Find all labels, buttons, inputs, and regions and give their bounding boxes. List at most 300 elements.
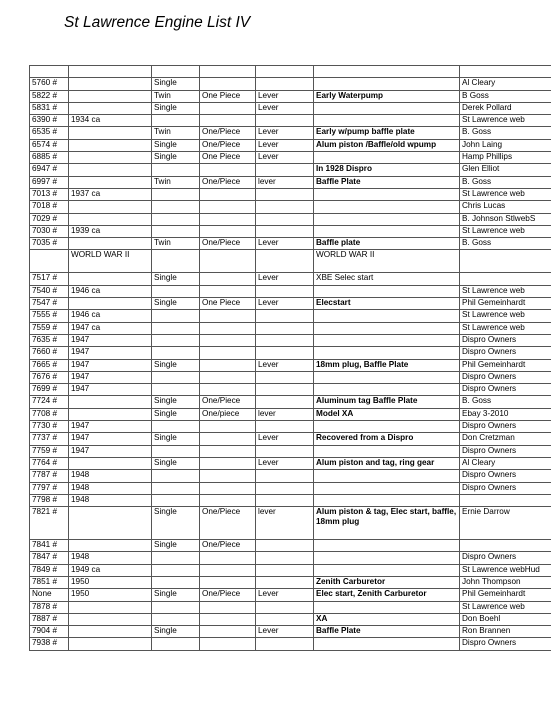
construction-cell (200, 564, 256, 576)
notes-cell (314, 552, 460, 564)
table-row (30, 139, 551, 151)
cylinder-cell (152, 347, 200, 359)
control-cell (256, 613, 314, 625)
year-cell: 1934 ca (69, 115, 152, 127)
control-cell: lever (256, 408, 314, 420)
control-cell (256, 552, 314, 564)
cylinder-cell (152, 371, 200, 383)
serial-cell: 7018 # (30, 201, 69, 213)
serial-cell: 7887 # (30, 613, 69, 625)
notes-cell: 18mm plug, Baffle Plate (314, 359, 460, 371)
notes-cell (314, 66, 460, 78)
table-row (30, 127, 551, 139)
control-cell: Lever (256, 433, 314, 445)
control-cell (256, 310, 314, 322)
control-cell: lever (256, 507, 314, 540)
serial-cell: 7665 # (30, 359, 69, 371)
notes-cell (314, 384, 460, 396)
control-cell (256, 322, 314, 334)
construction-cell: One/Piece (200, 396, 256, 408)
cylinder-cell: Single (152, 457, 200, 469)
notes-cell (314, 310, 460, 322)
cylinder-cell (152, 115, 200, 127)
table-row (30, 66, 551, 78)
year-cell (69, 396, 152, 408)
construction-cell (200, 115, 256, 127)
serial-cell: 6997 # (30, 176, 69, 188)
notes-cell (314, 225, 460, 237)
construction-cell: One/Piece (200, 176, 256, 188)
year-cell: 1946 ca (69, 310, 152, 322)
control-cell (256, 576, 314, 588)
owner-cell: Ron Brannen (460, 626, 551, 638)
notes-cell (314, 347, 460, 359)
control-cell (256, 285, 314, 297)
table-row (30, 613, 551, 625)
year-cell (69, 201, 152, 213)
notes-cell (314, 601, 460, 613)
page-title: St Lawrence Engine List IV (64, 14, 251, 31)
control-cell (256, 445, 314, 457)
table-row (30, 601, 551, 613)
serial-cell: 7660 # (30, 347, 69, 359)
owner-cell (460, 273, 551, 285)
serial-cell: 7851 # (30, 576, 69, 588)
serial-cell: 7540 # (30, 285, 69, 297)
table-row (30, 507, 551, 540)
cylinder-cell: Single (152, 626, 200, 638)
table-row (30, 396, 551, 408)
notes-cell (314, 638, 460, 650)
cylinder-cell: Single (152, 298, 200, 310)
construction-cell (200, 457, 256, 469)
year-cell (69, 507, 152, 540)
construction-cell: One/piece (200, 408, 256, 420)
cylinder-cell (152, 494, 200, 506)
cylinder-cell (152, 384, 200, 396)
control-cell: Lever (256, 626, 314, 638)
serial-cell (30, 66, 69, 78)
control-cell (256, 347, 314, 359)
table-row (30, 225, 551, 237)
table-row (30, 470, 551, 482)
serial-cell (30, 250, 69, 273)
year-cell: 1937 ca (69, 188, 152, 200)
control-cell (256, 540, 314, 552)
cylinder-cell (152, 285, 200, 297)
owner-cell: Dispro Owners (460, 482, 551, 494)
control-cell (256, 225, 314, 237)
construction-cell (200, 347, 256, 359)
construction-cell (200, 494, 256, 506)
year-cell (69, 152, 152, 164)
notes-cell (314, 470, 460, 482)
control-cell: Lever (256, 359, 314, 371)
owner-cell: Phil Gemeinhardt (460, 359, 551, 371)
year-cell: 1950 (69, 576, 152, 588)
serial-cell: 6535 # (30, 127, 69, 139)
cylinder-cell (152, 213, 200, 225)
notes-cell: WORLD WAR II (314, 250, 460, 273)
control-cell (256, 371, 314, 383)
notes-cell: Early w/pump baffle plate (314, 127, 460, 139)
notes-cell (314, 421, 460, 433)
control-cell (256, 564, 314, 576)
serial-cell: 5822 # (30, 90, 69, 102)
control-cell (256, 601, 314, 613)
notes-cell: Baffle Plate (314, 626, 460, 638)
year-cell: 1939 ca (69, 225, 152, 237)
cylinder-cell: Single (152, 396, 200, 408)
construction-cell (200, 576, 256, 588)
cylinder-cell (152, 322, 200, 334)
year-cell: 1948 (69, 494, 152, 506)
construction-cell: One/Piece (200, 507, 256, 540)
year-cell (69, 66, 152, 78)
cylinder-cell: Single (152, 589, 200, 601)
serial-cell: 7938 # (30, 638, 69, 650)
table-row (30, 359, 551, 371)
cylinder-cell (152, 66, 200, 78)
cylinder-cell (152, 250, 200, 273)
serial-cell: 7764 # (30, 457, 69, 469)
table-row (30, 115, 551, 127)
construction-cell (200, 601, 256, 613)
control-cell (256, 188, 314, 200)
cylinder-cell (152, 576, 200, 588)
notes-cell (314, 540, 460, 552)
control-cell (256, 638, 314, 650)
cylinder-cell (152, 470, 200, 482)
notes-cell: Recovered from a Dispro (314, 433, 460, 445)
construction-cell (200, 613, 256, 625)
cylinder-cell (152, 225, 200, 237)
table-row (30, 152, 551, 164)
table-row (30, 201, 551, 213)
year-cell (69, 298, 152, 310)
control-cell (256, 250, 314, 273)
owner-cell: St Lawrence web (460, 601, 551, 613)
notes-cell (314, 115, 460, 127)
table-row (30, 564, 551, 576)
year-cell (69, 601, 152, 613)
table-row (30, 298, 551, 310)
construction-cell: One/Piece (200, 127, 256, 139)
notes-cell (314, 188, 460, 200)
control-cell: Lever (256, 90, 314, 102)
table-row (30, 494, 551, 506)
table-row (30, 250, 551, 273)
notes-cell: Baffle Plate (314, 176, 460, 188)
owner-cell: Dispro Owners (460, 384, 551, 396)
owner-cell: John Thompson (460, 576, 551, 588)
table-row (30, 421, 551, 433)
serial-cell: 7737 # (30, 433, 69, 445)
control-cell (256, 115, 314, 127)
construction-cell (200, 384, 256, 396)
owner-cell: Dispro Owners (460, 470, 551, 482)
table-row (30, 638, 551, 650)
year-cell (69, 626, 152, 638)
construction-cell (200, 213, 256, 225)
cylinder-cell (152, 613, 200, 625)
serial-cell: 7904 # (30, 626, 69, 638)
table-row (30, 347, 551, 359)
cylinder-cell (152, 552, 200, 564)
construction-cell (200, 433, 256, 445)
notes-cell (314, 78, 460, 90)
notes-cell (314, 152, 460, 164)
table-row (30, 445, 551, 457)
serial-cell: 7878 # (30, 601, 69, 613)
cylinder-cell: Twin (152, 90, 200, 102)
owner-cell: Chris Lucas (460, 201, 551, 213)
construction-cell (200, 334, 256, 346)
owner-cell: St Lawrence web (460, 188, 551, 200)
engine-list-table (29, 65, 551, 651)
owner-cell (460, 66, 551, 78)
cylinder-cell (152, 601, 200, 613)
table-row (30, 176, 551, 188)
construction-cell: One/Piece (200, 540, 256, 552)
year-cell (69, 540, 152, 552)
serial-cell: 6947 # (30, 164, 69, 176)
owner-cell (460, 250, 551, 273)
engine-list-body (30, 66, 551, 651)
cylinder-cell: Single (152, 273, 200, 285)
owner-cell (460, 494, 551, 506)
cylinder-cell (152, 638, 200, 650)
owner-cell: Glen Elliot (460, 164, 551, 176)
owner-cell: B Goss (460, 90, 551, 102)
control-cell (256, 213, 314, 225)
control-cell (256, 494, 314, 506)
year-cell: 1947 (69, 334, 152, 346)
table-row (30, 433, 551, 445)
control-cell (256, 78, 314, 90)
notes-cell (314, 285, 460, 297)
table-row (30, 273, 551, 285)
construction-cell (200, 470, 256, 482)
owner-cell: Dispro Owners (460, 638, 551, 650)
cylinder-cell (152, 482, 200, 494)
year-cell (69, 408, 152, 420)
serial-cell: 7847 # (30, 552, 69, 564)
notes-cell: Alum piston and tag, ring gear (314, 457, 460, 469)
owner-cell: Don Boehl (460, 613, 551, 625)
table-row (30, 102, 551, 114)
construction-cell (200, 445, 256, 457)
construction-cell: One/Piece (200, 589, 256, 601)
control-cell: lever (256, 176, 314, 188)
control-cell: Lever (256, 127, 314, 139)
year-cell: 1947 (69, 433, 152, 445)
serial-cell: 6885 # (30, 152, 69, 164)
serial-cell: 7635 # (30, 334, 69, 346)
construction-cell (200, 225, 256, 237)
serial-cell: 7797 # (30, 482, 69, 494)
construction-cell (200, 322, 256, 334)
notes-cell: Aluminum tag Baffle Plate (314, 396, 460, 408)
cylinder-cell (152, 164, 200, 176)
owner-cell: Dispro Owners (460, 334, 551, 346)
year-cell: 1947 ca (69, 322, 152, 334)
table-row (30, 322, 551, 334)
year-cell: 1947 (69, 384, 152, 396)
control-cell (256, 482, 314, 494)
serial-cell: 7676 # (30, 371, 69, 383)
serial-cell: 7841 # (30, 540, 69, 552)
serial-cell: 7030 # (30, 225, 69, 237)
cylinder-cell: Single (152, 408, 200, 420)
construction-cell (200, 285, 256, 297)
construction-cell: One/Piece (200, 238, 256, 250)
owner-cell: Ernie Darrow (460, 507, 551, 540)
owner-cell: B. Goss (460, 127, 551, 139)
table-row (30, 589, 551, 601)
owner-cell: Al Cleary (460, 457, 551, 469)
construction-cell (200, 188, 256, 200)
owner-cell: St Lawrence web (460, 285, 551, 297)
owner-cell: B. Johnson StlwebS (460, 213, 551, 225)
owner-cell: St Lawrence webHud (460, 564, 551, 576)
year-cell (69, 613, 152, 625)
owner-cell: Al Cleary (460, 78, 551, 90)
owner-cell: St Lawrence web (460, 225, 551, 237)
cylinder-cell (152, 310, 200, 322)
year-cell: 1947 (69, 445, 152, 457)
owner-cell: Don Cretzman (460, 433, 551, 445)
cylinder-cell: Single (152, 152, 200, 164)
control-cell: Lever (256, 238, 314, 250)
construction-cell: One/Piece (200, 139, 256, 151)
year-cell (69, 238, 152, 250)
table-row (30, 310, 551, 322)
serial-cell: None (30, 589, 69, 601)
construction-cell: One Piece (200, 152, 256, 164)
year-cell (69, 638, 152, 650)
cylinder-cell: Single (152, 540, 200, 552)
serial-cell: 7708 # (30, 408, 69, 420)
notes-cell (314, 482, 460, 494)
serial-cell: 5831 # (30, 102, 69, 114)
notes-cell: XA (314, 613, 460, 625)
notes-cell (314, 564, 460, 576)
control-cell: Lever (256, 298, 314, 310)
year-cell: WORLD WAR II (69, 250, 152, 273)
owner-cell: St Lawrence web (460, 310, 551, 322)
cylinder-cell (152, 188, 200, 200)
construction-cell (200, 201, 256, 213)
serial-cell: 7724 # (30, 396, 69, 408)
cylinder-cell: Single (152, 78, 200, 90)
notes-cell: Model XA (314, 408, 460, 420)
notes-cell: Zenith Carburetor (314, 576, 460, 588)
construction-cell (200, 273, 256, 285)
serial-cell: 6390 # (30, 115, 69, 127)
control-cell: Lever (256, 273, 314, 285)
year-cell (69, 457, 152, 469)
year-cell: 1948 (69, 470, 152, 482)
table-row (30, 626, 551, 638)
serial-cell: 7730 # (30, 421, 69, 433)
year-cell: 1947 (69, 359, 152, 371)
control-cell (256, 66, 314, 78)
serial-cell: 7759 # (30, 445, 69, 457)
control-cell: Lever (256, 457, 314, 469)
notes-cell: Baffle plate (314, 238, 460, 250)
serial-cell: 7849 # (30, 564, 69, 576)
owner-cell: Dispro Owners (460, 421, 551, 433)
year-cell: 1947 (69, 347, 152, 359)
notes-cell (314, 445, 460, 457)
year-cell: 1949 ca (69, 564, 152, 576)
construction-cell (200, 250, 256, 273)
construction-cell: One Piece (200, 90, 256, 102)
serial-cell: 6574 # (30, 139, 69, 151)
year-cell: 1946 ca (69, 285, 152, 297)
table-row (30, 188, 551, 200)
table-row (30, 482, 551, 494)
cylinder-cell: Twin (152, 127, 200, 139)
year-cell: 1947 (69, 421, 152, 433)
cylinder-cell: Single (152, 433, 200, 445)
cylinder-cell (152, 201, 200, 213)
construction-cell (200, 164, 256, 176)
table-row (30, 540, 551, 552)
year-cell (69, 213, 152, 225)
notes-cell: In 1928 Dispro (314, 164, 460, 176)
table-row (30, 78, 551, 90)
owner-cell (460, 540, 551, 552)
control-cell (256, 164, 314, 176)
construction-cell: One Piece (200, 298, 256, 310)
cylinder-cell: Single (152, 102, 200, 114)
notes-cell (314, 213, 460, 225)
owner-cell: Dispro Owners (460, 347, 551, 359)
construction-cell (200, 371, 256, 383)
control-cell (256, 201, 314, 213)
construction-cell (200, 482, 256, 494)
cylinder-cell: Single (152, 507, 200, 540)
control-cell (256, 334, 314, 346)
owner-cell: St Lawrence web (460, 115, 551, 127)
owner-cell: Phil Gemeinhardt (460, 589, 551, 601)
table-row (30, 552, 551, 564)
table-row (30, 384, 551, 396)
table-row (30, 90, 551, 102)
serial-cell: 7787 # (30, 470, 69, 482)
serial-cell: 7517 # (30, 273, 69, 285)
year-cell: 1948 (69, 482, 152, 494)
control-cell: Lever (256, 139, 314, 151)
serial-cell: 5760 # (30, 78, 69, 90)
serial-cell: 7035 # (30, 238, 69, 250)
year-cell (69, 176, 152, 188)
owner-cell: Dispro Owners (460, 552, 551, 564)
control-cell (256, 421, 314, 433)
notes-cell (314, 494, 460, 506)
construction-cell (200, 359, 256, 371)
notes-cell (314, 201, 460, 213)
cylinder-cell (152, 445, 200, 457)
year-cell (69, 139, 152, 151)
table-row (30, 576, 551, 588)
table-row (30, 285, 551, 297)
owner-cell: B. Goss (460, 176, 551, 188)
construction-cell (200, 310, 256, 322)
cylinder-cell (152, 564, 200, 576)
